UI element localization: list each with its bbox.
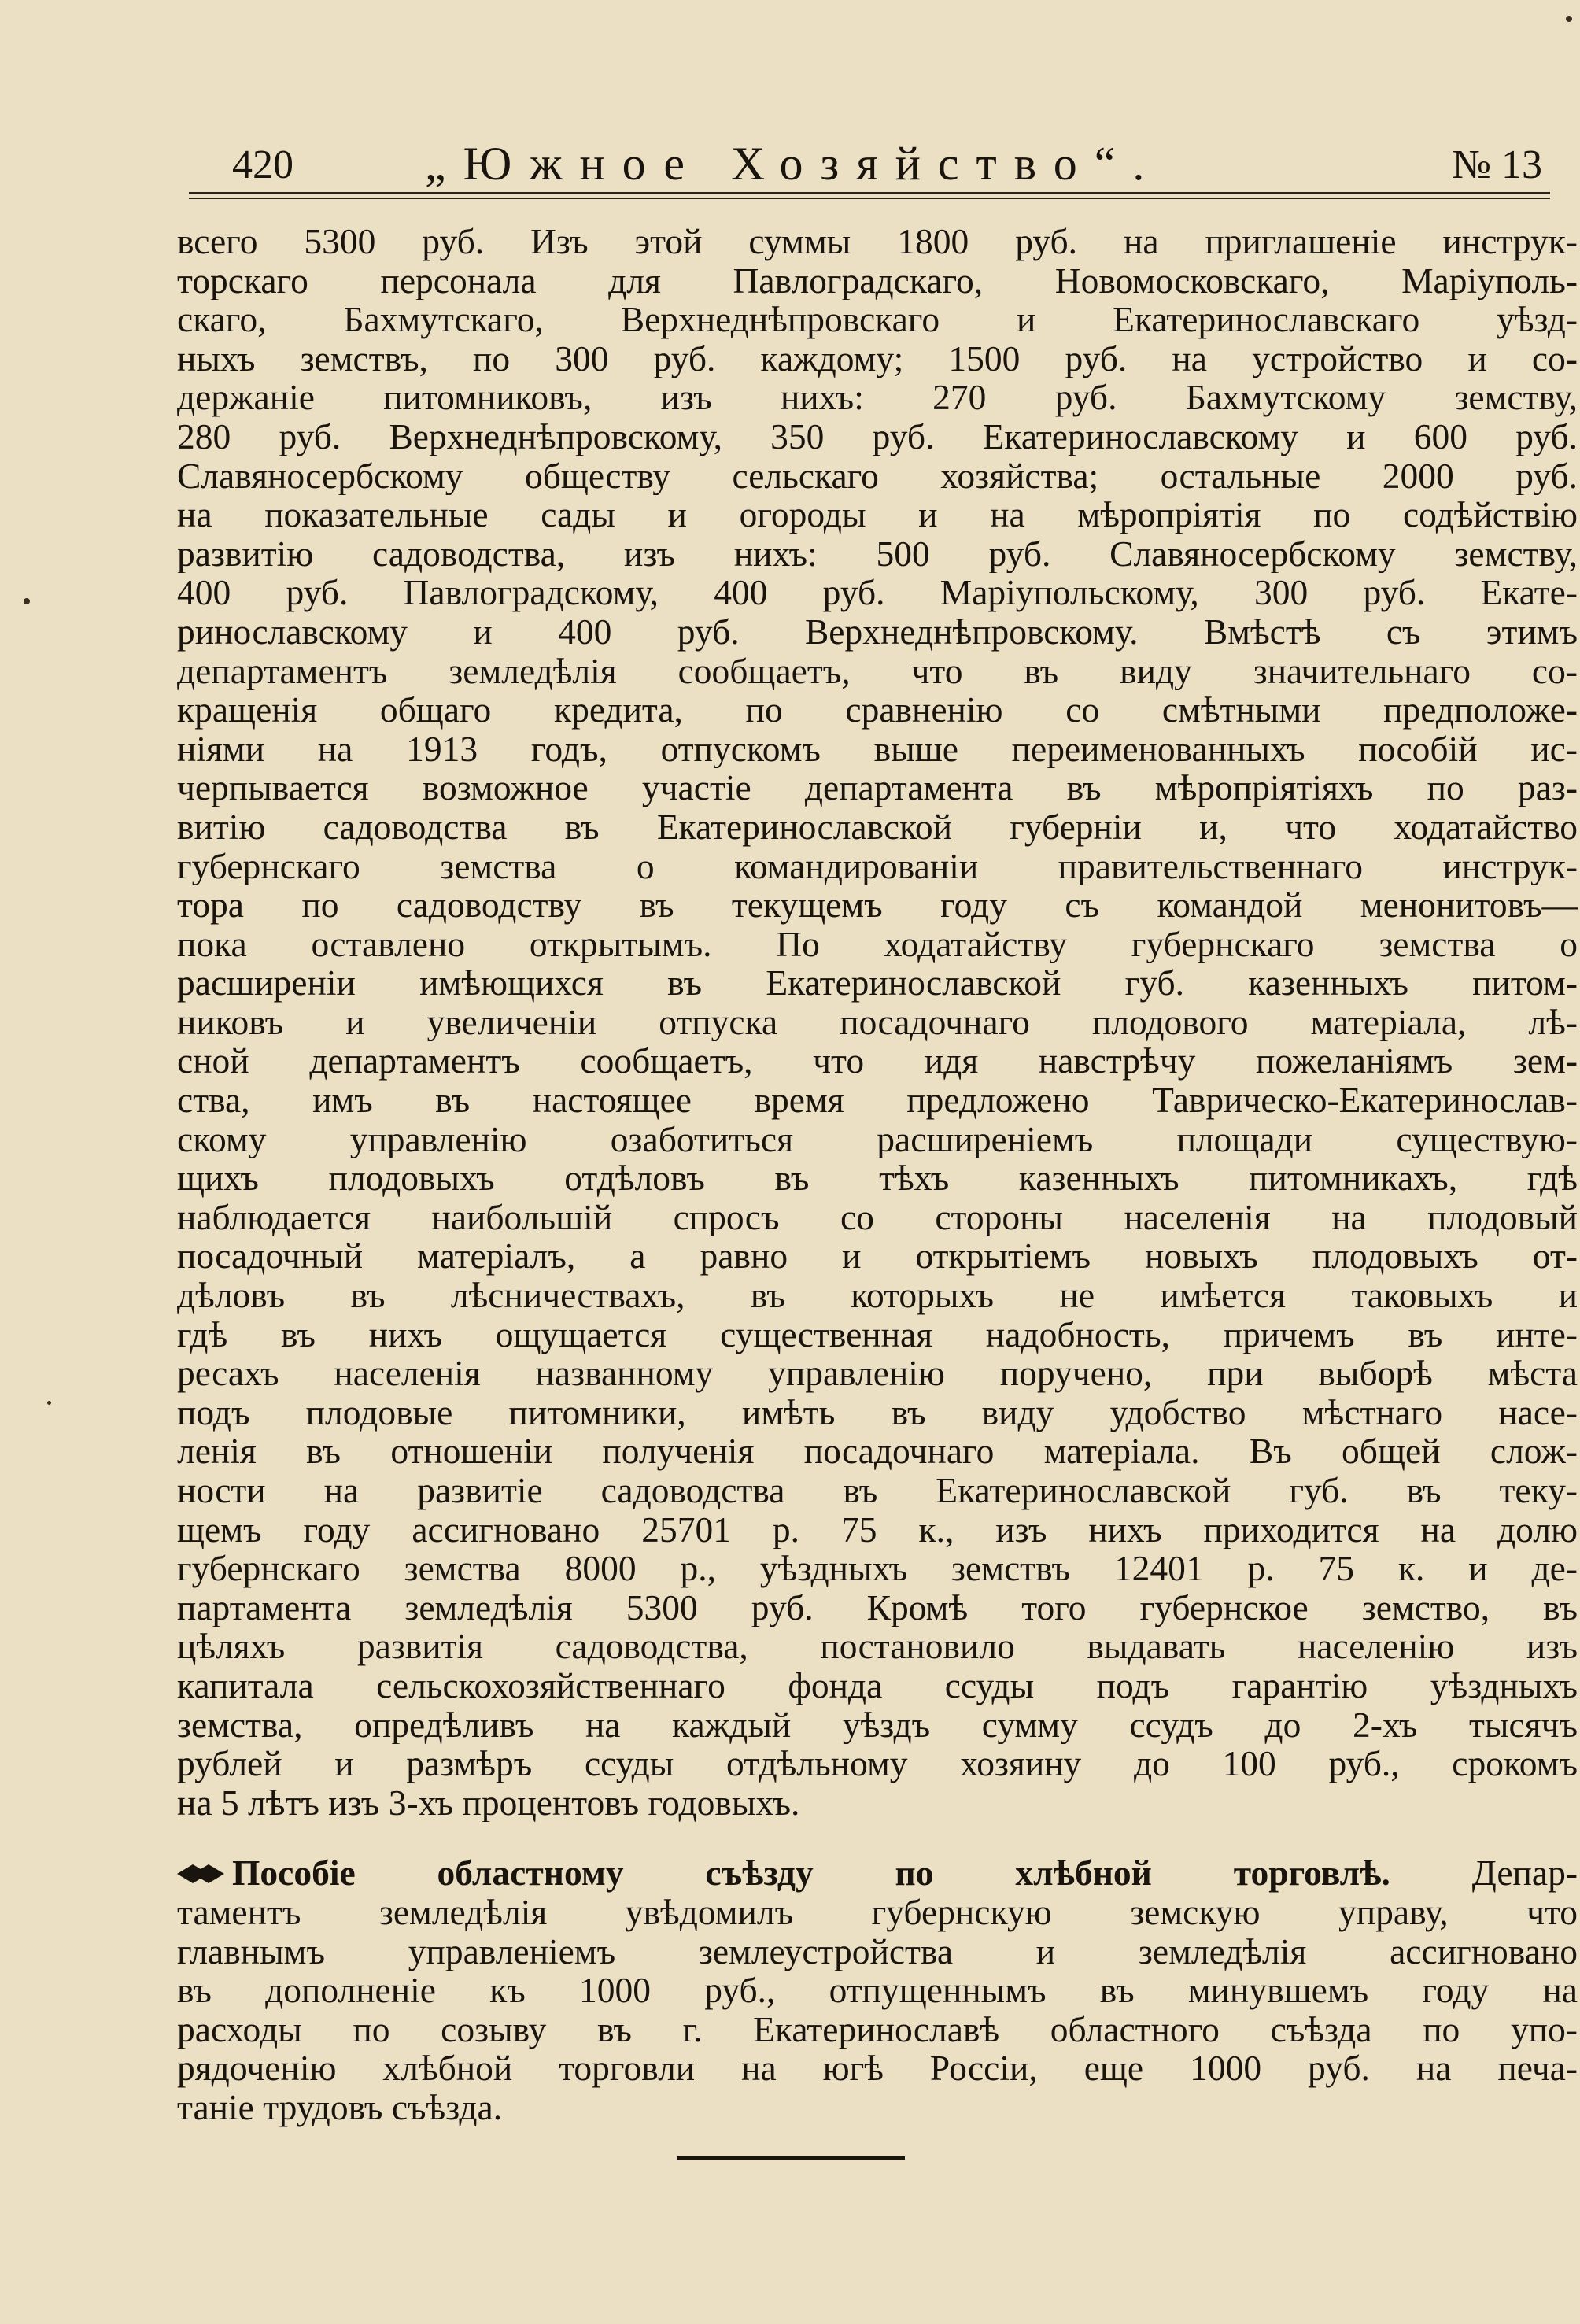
text-line: на 5 лѣтъ изъ 3-хъ процентовъ годовыхъ. [177,1783,800,1823]
text-line: пока оставлено открытымъ. По ходатайству губернскаго земства о [177,924,1578,964]
text-line: ства, имъ въ настоящее время предложено Таврическо-Екатеринослав- [177,1081,1578,1120]
text-line: ресахъ населенія названному управленію поручено, при выборѣ мѣста [177,1354,1578,1393]
page-header [189,134,1558,197]
text-line: на показательные сады и огороды и на мѣропріятія по содѣйствію [177,495,1578,534]
text-line: торскаго персонала для Павлоградскаго, Новомосковскаго, Маріуполь- [177,260,1578,301]
text-line: губернскаго земства о командированіи правительственнаго инструк- [177,846,1578,886]
text-line: рядоченію хлѣбной торговли на югѣ Россіи, еще 1000 руб. на печа- [177,2049,1578,2088]
diamond-arrow-icon [177,1853,232,1893]
paper-speck [1566,16,1572,22]
text-line: 400 руб. Павлоградскому, 400 руб. Маріупольскому, 300 руб. Екате- [177,573,1578,612]
section-2-heading-tail: Депар- [1471,1853,1578,1893]
text-line: Славяносербскому обществу сельскаго хозяйства; остальные 2000 руб. [177,456,1578,496]
text-line: подъ плодовые питомники, имѣть въ виду удобство мѣстнаго насе- [177,1392,1578,1432]
text-line: никовъ и увеличеніи отпуска посадочнаго плодового матеріала, лѣ- [177,1002,1578,1042]
header-rule-thin [189,198,1550,199]
issue-number: № 13 [1452,142,1542,187]
paragraph-1 [177,222,1578,1822]
text-line: цѣляхъ развитія садоводства, постановило выдавать населенію изъ [177,1627,1578,1666]
text-line: тора по садоводству въ текущемъ году съ командой менонитовъ— [177,885,1578,925]
text-line: щихъ плодовыхъ отдѣловъ въ тѣхъ казенныхъ питомникахъ, гдѣ [177,1158,1578,1198]
text-line: въ дополненіе къ 1000 руб., отпущеннымъ въ минувшемъ году на [177,1971,1578,2010]
text-line: ности на развитіе садоводства въ Екатеринославской губ. въ теку- [177,1471,1578,1510]
text-line: наблюдается наибольшій спросъ со стороны населенія на плодовый [177,1197,1578,1237]
text-line: капитала сельскохозяйственнаго фонда ссуды подъ гарантію уѣздныхъ [177,1665,1578,1705]
section-2-heading-line [177,1853,1578,1893]
text-line: земства, опредѣливъ на каждый уѣздъ сумму ссудъ до 2-хъ тысячъ [177,1705,1578,1745]
text-line: рублей и размѣръ ссуды отдѣльному хозяину до 100 руб., срокомъ [177,1744,1578,1783]
paper-speck [47,1401,51,1405]
text-line: ринославскому и 400 руб. Верхнеднѣпровскому. Вмѣстѣ съ этимъ [177,611,1578,652]
text-line: ныхъ земствъ, по 300 руб. каждому; 1500 руб. на устройство и со- [177,338,1578,379]
text-line: посадочный матеріалъ, а равно и открытіемъ новыхъ плодовыхъ от- [177,1236,1578,1277]
text-line: расширеніи имѣющихся въ Екатеринославской губ. казенныхъ питом- [177,963,1578,1003]
text-line: щемъ году ассигновано 25701 р. 75 к., изъ нихъ приходится на долю [177,1509,1578,1550]
text-line: держаніе питомниковъ, изъ нихъ: 270 руб. Бахмутскому земству, [177,378,1578,417]
text-line: скому управленію озаботиться расширеніемъ площади существую- [177,1119,1578,1159]
text-line: губернскаго земства 8000 р., уѣздныхъ земствъ 12401 р. 75 к. и де- [177,1549,1578,1588]
text-line: главнымъ управленіемъ землеустройства и земледѣлія ассигновано [177,1931,1578,1971]
text-line: департаментъ земледѣлія сообщаетъ, что въ виду значительнаго со- [177,651,1578,691]
section-2-heading: Пособіе областному съѣзду по хлѣбной торговлѣ. [232,1853,1390,1893]
text-line: кращенія общаго кредита, по сравненію со смѣтными предположе- [177,690,1578,730]
text-line: таніе трудовъ съѣзда. [177,2087,503,2127]
text-line: 280 руб. Верхнеднѣпровскому, 350 руб. Екатеринославскому и 600 руб. [177,416,1578,456]
page-number: 420 [232,142,293,187]
text-line: партамента земледѣлія 5300 руб. Кромѣ того губернское земство, въ [177,1587,1578,1628]
text-line: витію садоводства въ Екатеринославской губерніи и, что ходатайство [177,807,1578,847]
text-line: расходы по созыву въ г. Екатеринославѣ областного съѣзда по упо- [177,2009,1578,2049]
text-line: сной департаментъ сообщаетъ, что идя навстрѣчу пожеланіямъ зем- [177,1041,1578,1081]
journal-title: „Южное Хозяйство“. [425,138,1162,190]
article-body [177,222,1578,2127]
text-line: таментъ земледѣлія увѣдомилъ губернскую земскую управу, что [177,1892,1578,1932]
end-rule [677,2156,905,2160]
text-line: гдѣ въ нихъ ощущается существенная надобность, причемъ въ инте- [177,1314,1578,1354]
text-line: ленія въ отношеніи полученія посадочнаго матеріала. Въ общей слож- [177,1432,1578,1471]
paragraph-2 [177,1893,1578,2127]
text-line: всего 5300 руб. Изъ этой суммы 1800 руб. на приглашеніе инструк- [177,222,1578,261]
text-line: скаго, Бахмутскаго, Верхнеднѣпровскаго и Екатеринославскаго уѣзд- [177,300,1578,339]
text-line: развитію садоводства, изъ нихъ: 500 руб. Славяносербскому земству, [177,534,1578,574]
header-rule [189,192,1550,194]
text-line: ніями на 1913 годъ, отпускомъ выше переименованныхъ пособій ис- [177,729,1578,769]
text-line: дѣловъ въ лѣсничествахъ, въ которыхъ не имѣется таковыхъ и [177,1276,1578,1315]
paper-speck [24,598,30,604]
text-line: черпывается возможное участіе департамента въ мѣропріятіяхъ по раз- [177,768,1578,807]
